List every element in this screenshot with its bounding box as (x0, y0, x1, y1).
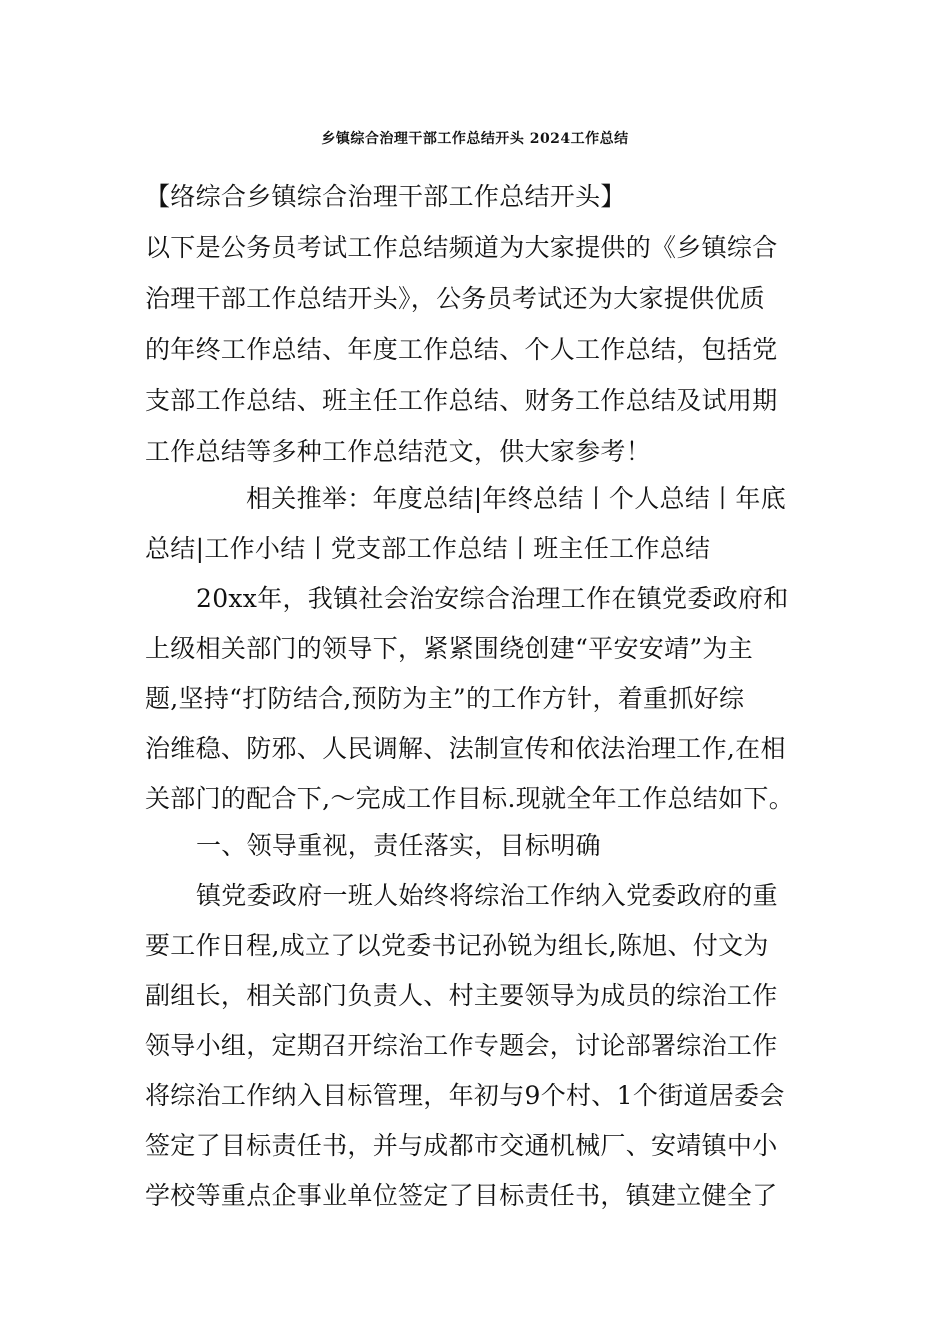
text-line: 上级相关部门的领导下，紧紧围绕创建“平安安靖”为主 (145, 634, 754, 663)
text-line: 领导小组，定期召开综治工作专题会，讨论部署综治工作 (145, 1031, 778, 1060)
text-line: 将综治工作纳入目标管理，年初与9个村、1个街道居委会 (145, 1081, 785, 1110)
text-line: 工作总结等多种工作总结范文，供大家参考！ (145, 437, 652, 466)
paragraph-start-line: 20xx年，我镇社会治安综合治理工作在镇党委政府和 (196, 584, 789, 613)
text-line: 题,坚持“打防结合,预防为主”的工作方针，着重抓好综 (145, 684, 745, 713)
text-line: 【络综合乡镇综合治理干部工作总结开头】 (145, 182, 626, 211)
text-line: 以下是公务员考试工作总结频道为大家提供的《乡镇综合 (145, 233, 778, 262)
text-line: 签定了目标责任书，并与成都市交通机械厂、安靖镇中小 (145, 1131, 778, 1160)
text-line: 要工作日程,成立了以党委书记孙锐为组长,陈旭、付文为 (145, 931, 769, 960)
paragraph-start-line: 镇党委政府一班人始终将综治工作纳入党委政府的重 (196, 881, 778, 910)
recommend-line: 总结|工作小结丨党支部工作总结丨班主任工作总结 (145, 534, 711, 563)
text-line: 副组长，相关部门负责人、村主要领导为成员的综治工作 (145, 981, 778, 1010)
text-line: 治维稳、防邪、人民调解、法制宣传和依法治理工作,在相 (145, 734, 786, 763)
text-line: 治理干部工作总结开头》，公务员考试还为大家提供优质 (145, 284, 766, 313)
text-line: 支部工作总结、班主任工作总结、财务工作总结及试用期 (145, 386, 778, 415)
text-line: 关部门的配合下,～完成工作目标.现就全年工作总结如下。 (145, 784, 794, 813)
text-line: 的年终工作总结、年度工作总结、个人工作总结，包括党 (145, 335, 778, 364)
section-heading: 一、领导重视，责任落实，目标明确 (196, 831, 601, 860)
recommend-line: 相关推举：年度总结|年终总结丨个人总结丨年底 (246, 484, 787, 513)
document-title: 乡镇综合治理干部工作总结开头 2024工作总结 (321, 131, 629, 147)
text-line: 学校等重点企事业单位签定了目标责任书，镇建立健全了 (145, 1181, 778, 1210)
